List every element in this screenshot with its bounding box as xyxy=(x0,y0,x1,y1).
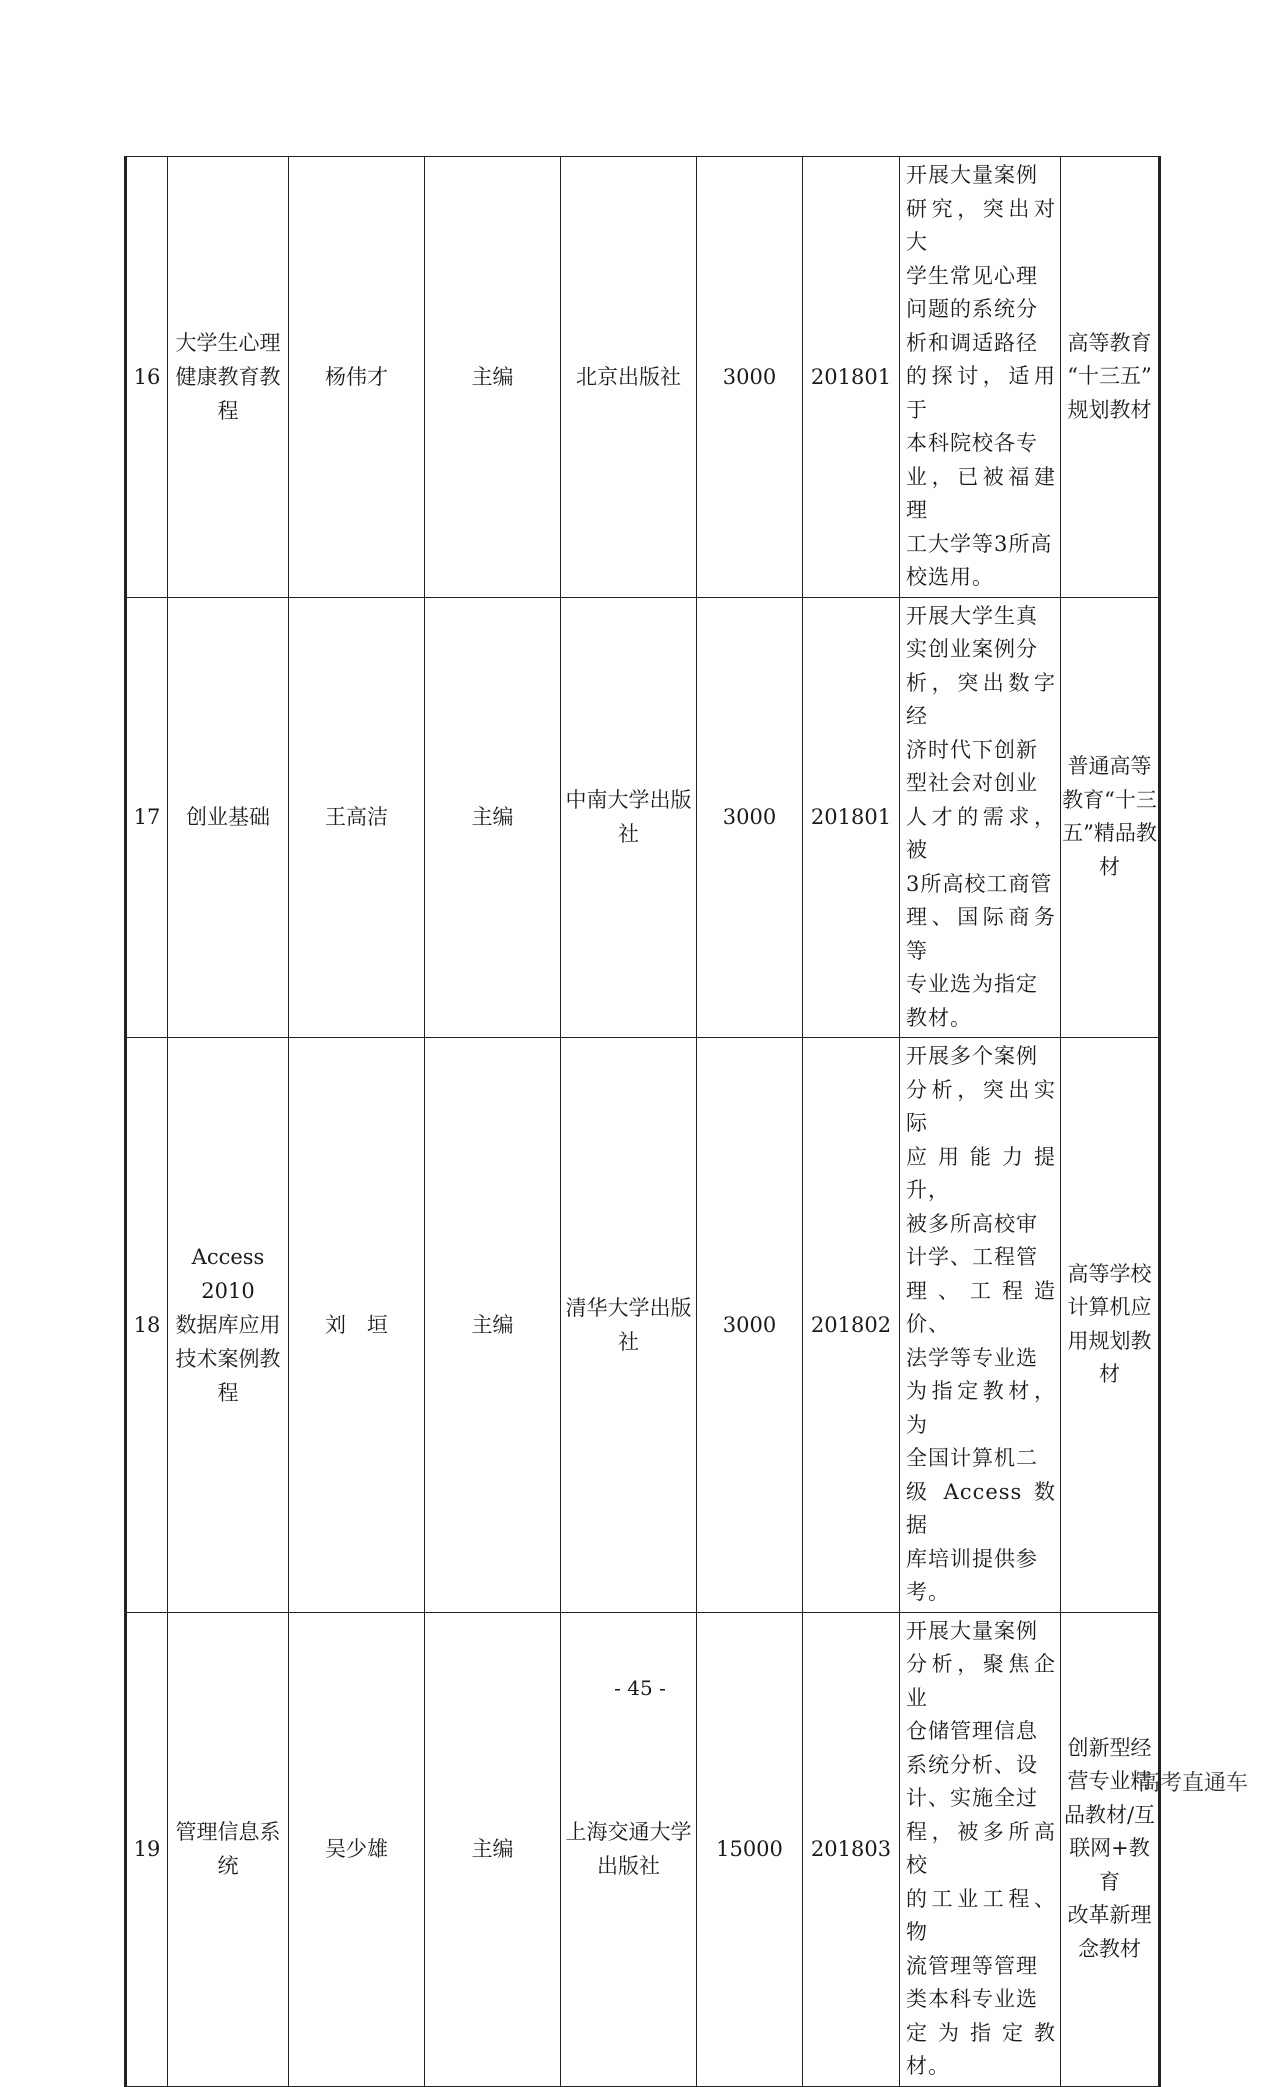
row-number: 19 xyxy=(126,1612,168,2086)
publisher: 上海交通大学 出版社 xyxy=(561,1612,697,2086)
print-count: 3000 xyxy=(697,597,803,1038)
table-row xyxy=(126,597,1160,1038)
row-number: 16 xyxy=(126,157,168,598)
description: 开展多个案例 分析，突出实际 应用能力提升， 被多所高校审 计学、工程管 理、工程造价、 法学等专业选 为指定教材，为 全国计算机二 级 Access 数据 库培训提供参 考。 xyxy=(900,1038,1061,1613)
category: 高等教育 “十三五” 规划教材 xyxy=(1061,157,1160,598)
author: 刘 垣 xyxy=(289,1038,425,1613)
publish-date: 201802 xyxy=(803,1038,900,1613)
role: 主编 xyxy=(425,1038,561,1613)
publish-date: 201803 xyxy=(803,1612,900,2086)
publish-date: 201801 xyxy=(803,157,900,598)
page-number: - 45 - xyxy=(614,1676,666,1700)
role: 主编 xyxy=(425,1612,561,2086)
category: 创新型经 营专业精 品教材/互 联网+教育 改革新理 念教材 xyxy=(1061,1612,1160,2086)
role: 主编 xyxy=(425,597,561,1038)
row-number: 18 xyxy=(126,1038,168,1613)
author: 吴少雄 xyxy=(289,1612,425,2086)
print-count: 15000 xyxy=(697,1612,803,2086)
description: 开展大量案例 分析，聚焦企业 仓储管理信息 系统分析、设 计、实施全过 程，被多所高校 的工业工程、物 流管理等管理 类本科专业选 定为指定教材。 xyxy=(900,1612,1061,2086)
book-title: Access 2010 数据库应用 技术案例教 程 xyxy=(168,1038,289,1613)
publisher: 清华大学出版 社 xyxy=(561,1038,697,1613)
book-title: 创业基础 xyxy=(168,597,289,1038)
book-title: 管理信息系 统 xyxy=(168,1612,289,2086)
textbook-table xyxy=(124,156,1161,2087)
watermark-text: 高考直通车 xyxy=(1137,1771,1248,1796)
row-number: 17 xyxy=(126,597,168,1038)
author: 杨伟才 xyxy=(289,157,425,598)
category: 普通高等 教育“十三 五”精品教 材 xyxy=(1061,597,1160,1038)
publisher: 北京出版社 xyxy=(561,157,697,598)
publisher: 中南大学出版 社 xyxy=(561,597,697,1038)
print-count: 3000 xyxy=(697,1038,803,1613)
description: 开展大学生真 实创业案例分 析，突出数字经 济时代下创新 型社会对创业 人才的需求，被 3所高校工商管 理、国际商务等 专业选为指定 教材。 xyxy=(900,597,1061,1038)
author: 王高洁 xyxy=(289,597,425,1038)
description: 开展大量案例 研究，突出对大 学生常见心理 问题的系统分 析和调适路径 的探讨，适用于 本科院校各专 业，已被福建理 工大学等3所高 校选用。 xyxy=(900,157,1061,598)
role: 主编 xyxy=(425,157,561,598)
book-title: 大学生心理 健康教育教 程 xyxy=(168,157,289,598)
table-row xyxy=(126,1038,1160,1613)
print-count: 3000 xyxy=(697,157,803,598)
table-row xyxy=(126,157,1160,598)
category: 高等学校 计算机应 用规划教 材 xyxy=(1061,1038,1160,1613)
publish-date: 201801 xyxy=(803,597,900,1038)
